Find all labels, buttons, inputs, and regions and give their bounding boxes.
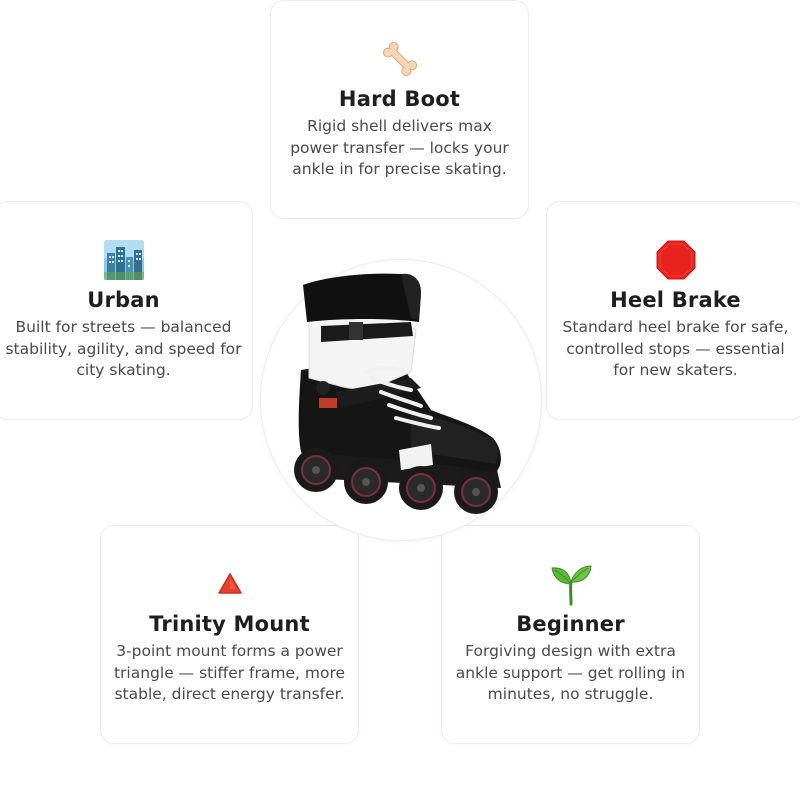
feature-title: Trinity Mount — [149, 612, 310, 636]
feature-description — [109, 641, 350, 706]
red-triangle-icon — [101, 563, 358, 605]
feature-description — [3, 317, 244, 382]
description-line: controlled stops — essential — [566, 339, 785, 358]
feature-card-beginner — [441, 525, 700, 744]
bone-icon — [271, 38, 528, 80]
description-line: triangle — stiffer frame, more — [113, 663, 346, 682]
product-image-frame — [260, 259, 542, 541]
feature-card-urban — [0, 201, 253, 420]
description-line: Built for streets — balanced — [15, 318, 232, 336]
feature-card-hard-boot — [270, 0, 529, 219]
description-line: ankle support — get rolling in — [455, 663, 686, 682]
seedling-icon — [442, 563, 699, 605]
description-line: Forgiving design with extra — [465, 642, 676, 660]
description-line: for new skaters. — [613, 361, 738, 379]
description-line: power transfer — locks your — [290, 138, 509, 157]
inline-skate-image — [261, 260, 541, 540]
description-line: Rigid shell delivers max — [307, 117, 492, 135]
feature-description — [279, 116, 520, 181]
feature-title: Heel Brake — [610, 288, 741, 312]
stop-sign-icon — [547, 239, 800, 281]
description-line: Standard heel brake for safe, — [562, 318, 789, 336]
feature-description — [555, 317, 796, 382]
description-line: ankle in for precise skating. — [292, 160, 507, 178]
feature-description — [450, 641, 691, 706]
description-line: stable, direct energy transfer. — [114, 685, 345, 703]
cityscape-icon — [0, 239, 252, 281]
description-line: 3-point mount forms a power — [116, 642, 343, 660]
description-line: stability, agility, and speed for — [5, 339, 242, 358]
feature-card-trinity-mount — [100, 525, 359, 744]
feature-title: Urban — [87, 288, 160, 312]
feature-card-heel-brake — [546, 201, 800, 420]
description-line: city skating. — [76, 361, 171, 379]
feature-title: Beginner — [516, 612, 625, 636]
description-line: minutes, no struggle. — [487, 685, 654, 703]
feature-title: Hard Boot — [338, 87, 461, 111]
